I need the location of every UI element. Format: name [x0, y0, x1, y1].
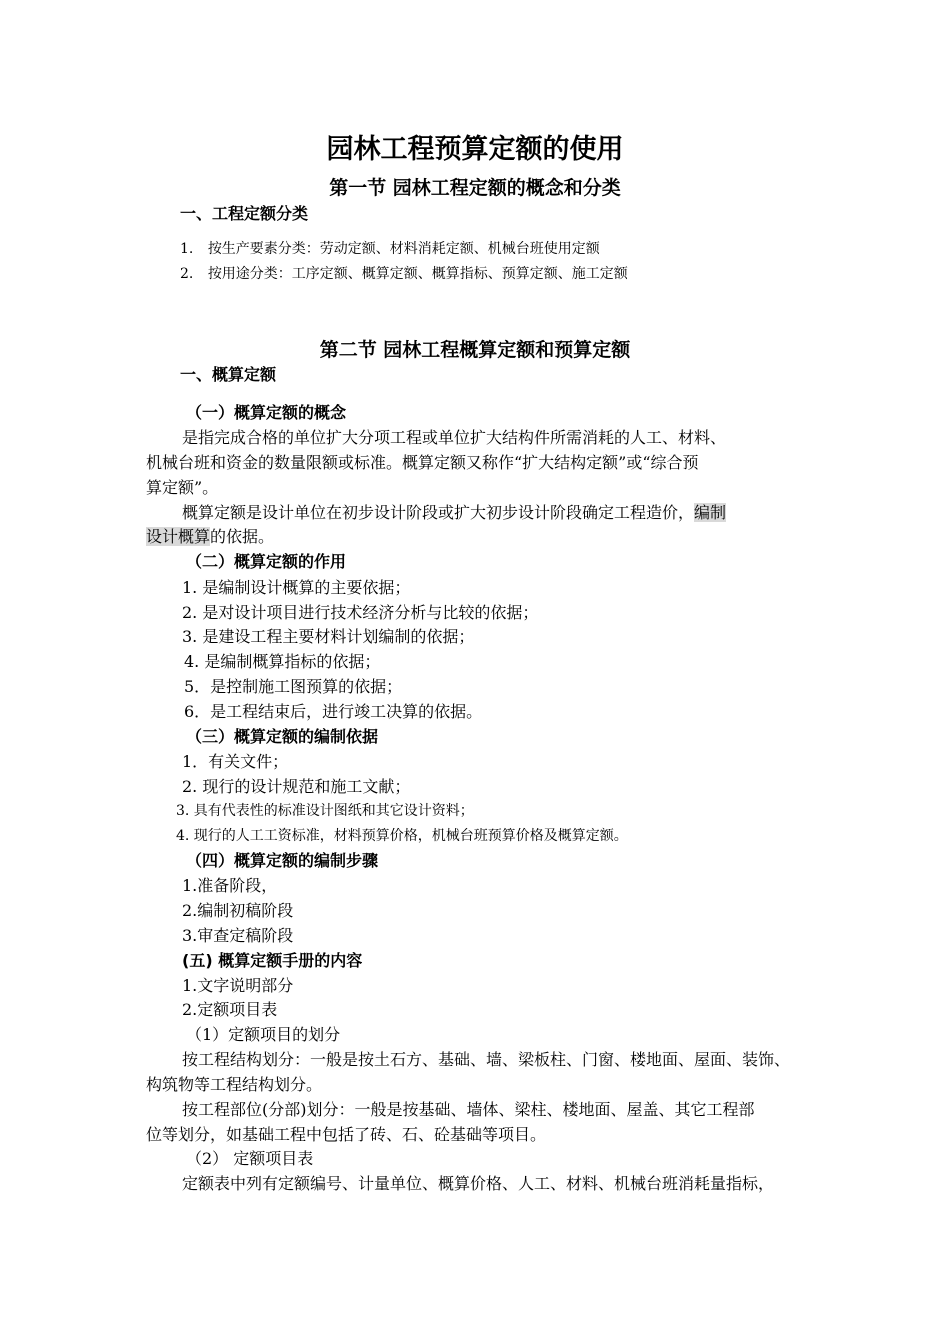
paragraph-line: 定额表中列有定额编号、计量单位、概算价格、人工、材料、机械台班消耗量指标， — [182, 1174, 775, 1193]
paragraph-text: 的依据。 — [210, 527, 275, 546]
paragraph-line: 按工程结构划分：一般是按土石方、基础、墙、梁板柱、门窗、楼地面、屋面、装饰、 — [182, 1050, 791, 1069]
basis-heading: （三）概算定额的编制依据 — [186, 727, 379, 746]
section2-subheading: 一、概算定额 — [180, 365, 277, 384]
list-item: 2. 是对设计项目进行技术经济分析与比较的依据； — [182, 603, 539, 622]
list-item: 2.定额项目表 — [182, 1000, 278, 1019]
list-item: 2.编制初稿阶段 — [182, 901, 294, 920]
steps-heading: （四）概算定额的编制步骤 — [186, 851, 379, 870]
list-number: 1. — [180, 241, 194, 257]
paragraph-line: 算定额”。 — [146, 478, 219, 497]
concept-heading: （一）概算定额的概念 — [186, 403, 347, 422]
list-text: 按用途分类：工序定额、概算定额、概算指标、预算定额、施工定额 — [207, 266, 628, 282]
paragraph-text: 概算定额是设计单位在初步设计阶段或扩大初步设计阶段确定工程造价， — [182, 503, 695, 522]
paragraph-line: 位等划分，如基础工程中包括了砖、石、砼基础等项目。 — [146, 1125, 547, 1144]
list-item: 3. 是建设工程主要材料计划编制的依据； — [182, 627, 475, 646]
paragraph-line — [146, 524, 274, 549]
list-item — [180, 237, 600, 262]
paragraph-line: 是指完成合格的单位扩大分项工程或单位扩大结构件所需消耗的人工、材料、 — [182, 428, 727, 447]
list-item: 1. 是编制设计概算的主要依据； — [182, 578, 411, 597]
paragraph-line: 按工程部位(分部)划分：一般是按基础、墙体、梁柱、楼地面、屋盖、其它工程部 — [182, 1100, 755, 1119]
paragraph-line — [182, 500, 726, 525]
paragraph-line: 构筑物等工程结构划分。 — [146, 1075, 323, 1094]
subheading: （2） 定额项目表 — [186, 1149, 314, 1168]
list-item: 1.准备阶段， — [182, 876, 278, 895]
list-item: 2. 现行的设计规范和施工文献； — [182, 777, 411, 796]
highlighted-text: 编制 — [694, 503, 727, 522]
document-title: 园林工程预算定额的使用 — [326, 134, 624, 165]
list-item: 5．是控制施工图预算的依据； — [184, 677, 403, 696]
list-item: 3. 具有代表性的标准设计图纸和其它设计资料； — [176, 803, 474, 819]
list-text: 按生产要素分类：劳动定额、材料消耗定额、机械台班使用定额 — [207, 241, 600, 257]
list-item — [180, 262, 628, 287]
subheading: （1）定额项目的划分 — [186, 1025, 341, 1044]
list-item: 4. 是编制概算指标的依据； — [184, 652, 381, 671]
list-item: 1.文字说明部分 — [182, 976, 294, 995]
list-item: 1．有关文件； — [182, 752, 289, 771]
section2-heading: 第二节 园林工程概算定额和预算定额 — [319, 339, 631, 361]
list-item: 4. 现行的人工工资标准，材料预算价格，机械台班预算价格及概算定额。 — [176, 828, 628, 844]
role-heading: （二）概算定额的作用 — [186, 552, 347, 571]
section1-subheading: 一、工程定额分类 — [180, 204, 309, 223]
manual-heading: (五) 概算定额手册的内容 — [182, 951, 363, 970]
highlighted-text: 设计概算 — [146, 527, 211, 546]
list-number: 2. — [180, 266, 194, 282]
list-item: 3.审查定稿阶段 — [182, 926, 294, 945]
section1-heading: 第一节 园林工程定额的概念和分类 — [329, 177, 621, 199]
paragraph-line: 机械台班和资金的数量限额或标准。概算定额又称作“扩大结构定额”或“综合预 — [146, 453, 699, 472]
list-item: 6．是工程结束后，进行竣工决算的依据。 — [184, 702, 483, 721]
